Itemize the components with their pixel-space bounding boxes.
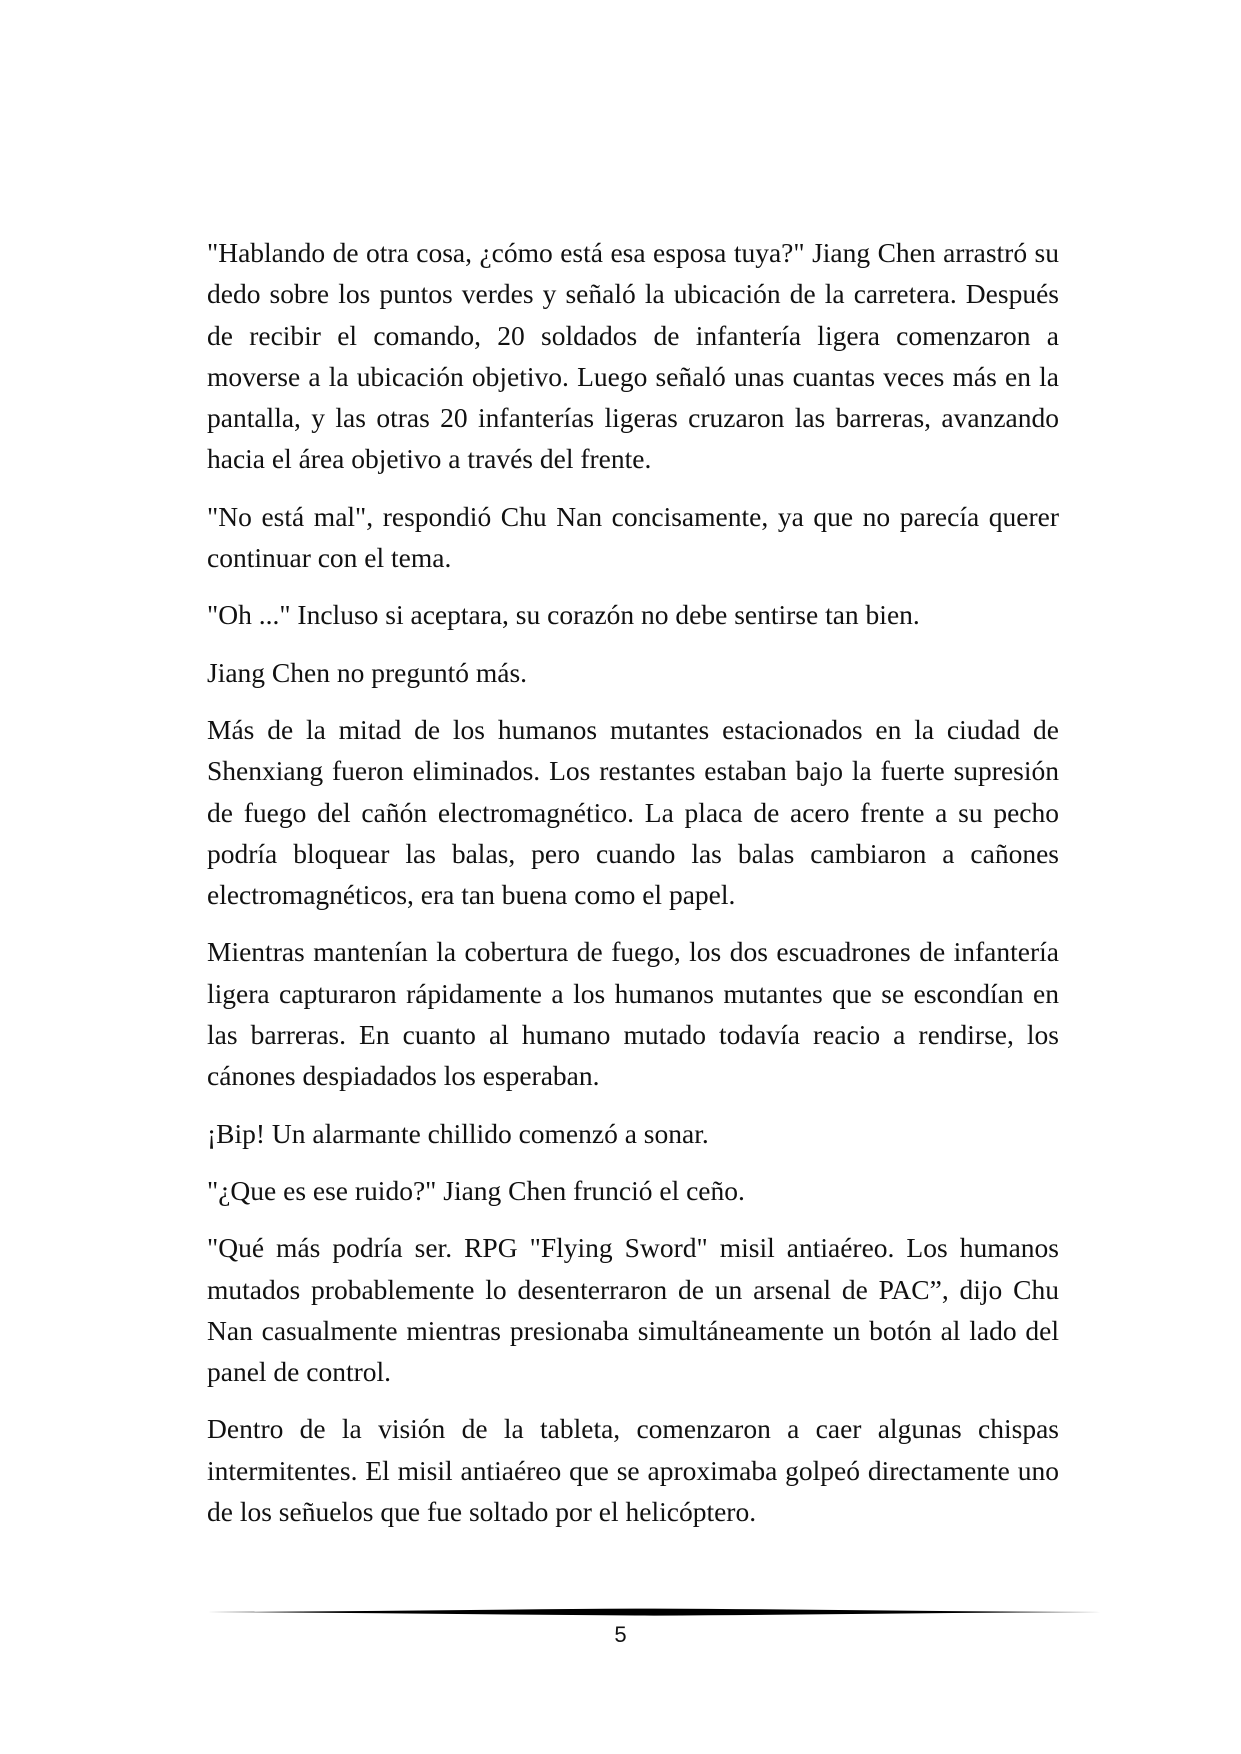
body-text bbox=[207, 232, 1059, 1548]
paragraph: Mientras mantenían la cobertura de fuego, los dos escuadrones de infantería ligera capturaron rápidamente a los humanos mutantes que se escondían en las barreras. En cuanto al humano mutado todavía reacio a rendirse, los cánones despiadados los esperaban. bbox=[207, 936, 1059, 1092]
paragraph: "No está mal", respondió Chu Nan concisamente, ya que no parecía querer continuar con el tema. bbox=[207, 500, 1059, 574]
paragraph: Dentro de la visión de la tableta, comenzaron a caer algunas chispas intermitentes. El misil antiaéreo que se aproximaba golpeó directamente uno de los señuelos que fue soltado por el helicóptero. bbox=[207, 1413, 1059, 1528]
paragraph: "¿Que es ese ruido?" Jiang Chen frunció el ceño. bbox=[207, 1174, 745, 1206]
footer-divider bbox=[207, 1608, 1102, 1616]
paragraph: "Oh ..." Incluso si aceptara, su corazón no debe sentirse tan bien. bbox=[207, 599, 920, 631]
paragraph: Más de la mitad de los humanos mutantes estacionados en la ciudad de Shenxiang fueron eliminados. Los restantes estaban bajo la fuerte supresión de fuego del cañón electromagnético. La placa de acero frente a su pecho podría bloquear las balas, pero cuando las balas cambiaron a cañones electromagnéticos, era tan buena como el papel. bbox=[207, 713, 1059, 911]
paragraph: Jiang Chen no preguntó más. bbox=[207, 656, 528, 688]
paragraph: ¡Bip! Un alarmante chillido comenzó a sonar. bbox=[207, 1117, 709, 1149]
page-number: 5 bbox=[614, 1622, 627, 1647]
paragraph: "Hablando de otra cosa, ¿cómo está esa esposa tuya?" Jiang Chen arrastró su dedo sobre los puntos verdes y señaló la ubicación de la carretera. Después de recibir el comando, 20 soldados de infantería ligera comenzaron a moverse a la ubicación objetivo. Luego señaló unas cuantas veces más en la pantalla, y las otras 20 infanterías ligeras cruzaron las barreras, avanzando hacia el área objetivo a través del frente. bbox=[207, 237, 1059, 475]
paragraph: "Qué más podría ser. RPG "Flying Sword" misil antiaéreo. Los humanos mutados probablemente lo desenterraron de un arsenal de PAC”, dijo Chu Nan casualmente mientras presionaba simultáneamente un botón al lado del panel de control. bbox=[207, 1232, 1059, 1388]
